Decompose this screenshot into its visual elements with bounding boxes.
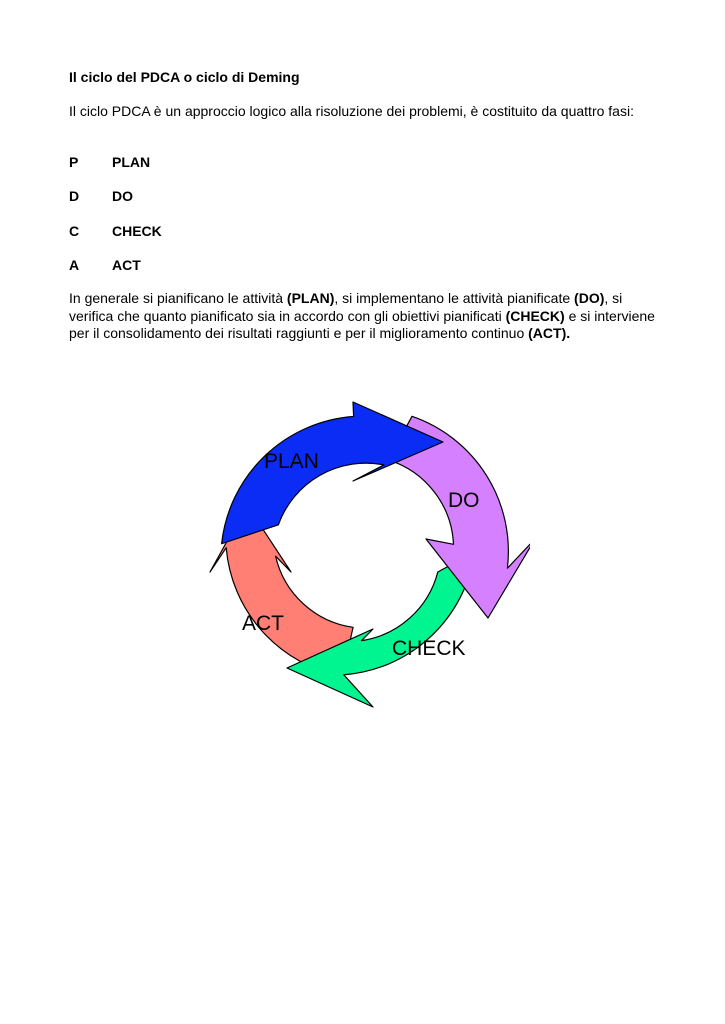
do-label: DO: [448, 489, 480, 512]
summary-paragraph: [69, 290, 669, 343]
summary-do-bold: (DO): [574, 290, 605, 306]
phase-name: ACT: [112, 257, 141, 273]
phase-letter: A: [69, 257, 80, 273]
phase-letter: C: [69, 223, 80, 239]
summary-text-3: , si verifica che quanto pianificato sia in accordo con gli obiettivi pianificati: [69, 290, 623, 324]
phase-do-row: [69, 188, 133, 204]
summary-text-2: , si implementano le attività pianificate: [334, 290, 575, 306]
phase-name: PLAN: [112, 154, 151, 170]
check-label: CHECK: [392, 637, 466, 660]
phase-letter: D: [69, 188, 80, 204]
summary-check-bold: (CHECK): [505, 307, 565, 324]
summary-text-4: e si interviene per il consolidamento dei risultati raggiunti e per il miglioramento continuo: [69, 307, 655, 341]
pdca-cycle-diagram: [200, 395, 530, 725]
document-title: Il ciclo del PDCA o ciclo di Deming: [69, 69, 300, 85]
summary-text-1: In generale si pianificano le attività: [69, 290, 287, 306]
phase-name: CHECK: [112, 223, 162, 239]
intro-paragraph: Il ciclo PDCA è un approccio logico alla risoluzione dei problemi, è costituito da quattro fasi:: [69, 103, 634, 119]
summary-plan-bold: (PLAN): [286, 290, 335, 306]
phase-plan-row: [69, 154, 150, 170]
phase-name: DO: [112, 188, 133, 204]
phase-act-row: [69, 257, 141, 273]
summary-act-bold: (ACT).: [528, 325, 571, 341]
plan-label: PLAN: [264, 450, 319, 473]
phase-check-row: [69, 223, 162, 239]
act-label: ACT: [242, 612, 284, 635]
phase-letter: P: [69, 154, 79, 170]
